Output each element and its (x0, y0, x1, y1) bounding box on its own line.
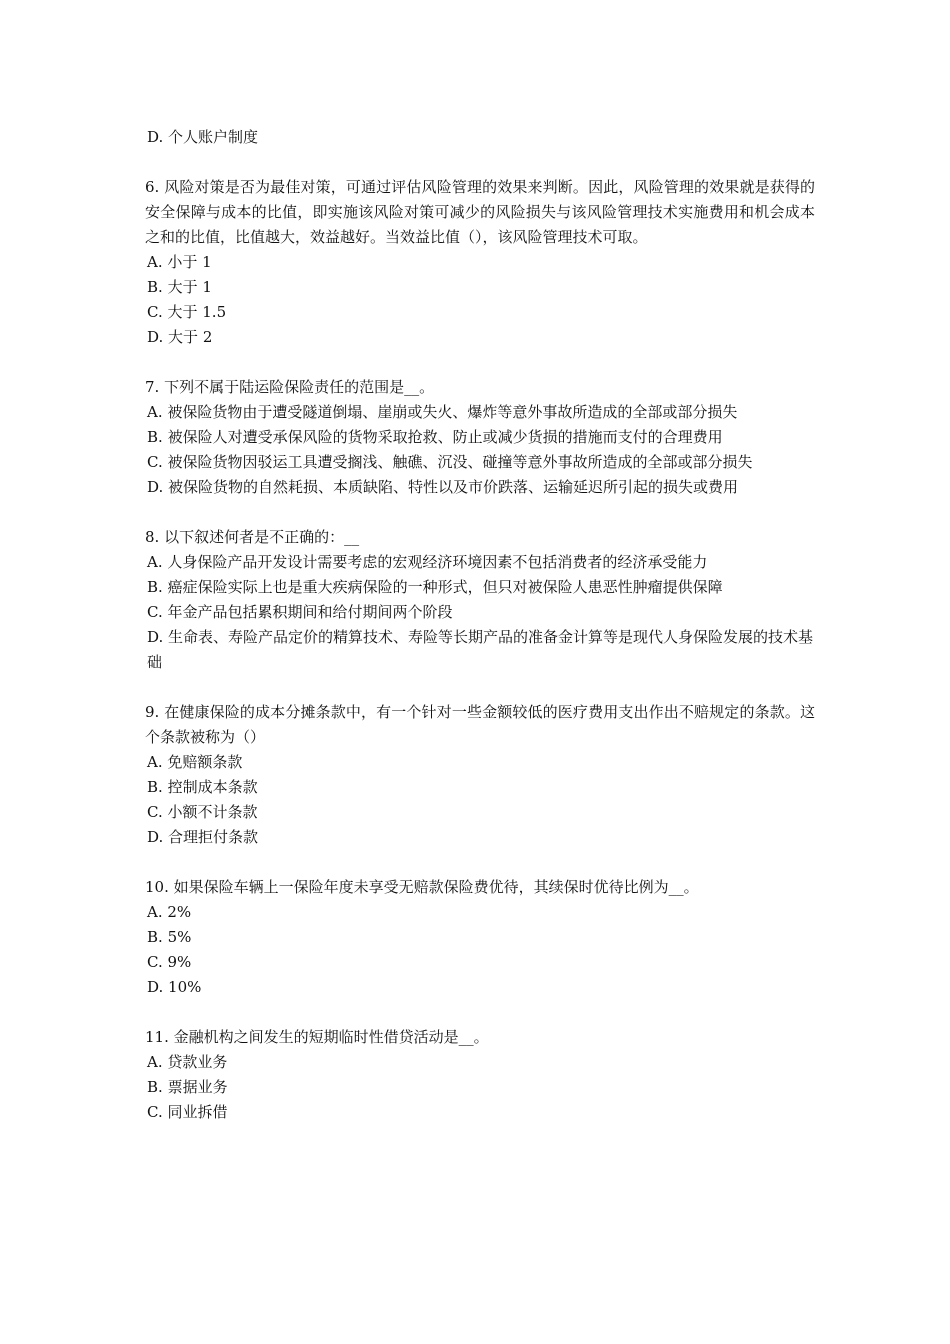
option-letter: B. (147, 278, 163, 296)
option-text: 被保险货物由于遭受隧道倒塌、崖崩或失火、爆炸等意外事故所造成的全部或部分损失 (167, 403, 738, 421)
option-a (145, 900, 815, 925)
option-text: 人身保险产品开发设计需要考虑的宏观经济环境因素不包括消费者的经济承受能力 (167, 553, 708, 571)
question-stem: 10. 如果保险车辆上一保险年度未享受无赔款保险费优待，其续保时优待比例为__。 (145, 878, 699, 896)
option-letter: D. (147, 478, 164, 496)
option-text: 2% (167, 903, 192, 921)
option-letter: D. (147, 828, 164, 846)
option-a (145, 750, 815, 775)
option-letter: B. (147, 778, 163, 796)
option-letter: C. (147, 603, 163, 621)
option-c (145, 800, 815, 825)
option-c (145, 450, 815, 475)
question-11 (145, 1025, 815, 1125)
option-letter: A. (147, 753, 163, 771)
question-stem: 7. 下列不属于陆运险保险责任的范围是__。 (145, 378, 435, 396)
question-10 (145, 875, 815, 1000)
option-d (145, 975, 815, 1000)
option-text: 免赔额条款 (167, 753, 243, 771)
option-a (145, 1050, 815, 1075)
option-letter: C. (147, 953, 163, 971)
option-text: 合理拒付条款 (168, 828, 259, 846)
option-letter: B. (147, 578, 163, 596)
option-letter: B. (147, 428, 163, 446)
option-text: 被保险人对遭受承保风险的货物采取抢救、防止或减少货损的措施而支付的合理费用 (167, 428, 723, 446)
option-d (145, 625, 815, 675)
question-8 (145, 525, 815, 675)
question-stem: 6. 风险对策是否为最佳对策，可通过评估风险管理的效果来判断。因此，风险管理的效果就是获得的安全保障与成本的比值，即实施该风险对策可减少的风险损失与该风险管理技术实施费用和机会成本之和的比值，比值越大，效益越好。当效益比值（），该风险管理技术可取。 (145, 178, 815, 246)
option-text: 大于 2 (168, 328, 213, 346)
option-b (145, 425, 815, 450)
option-text: 贷款业务 (167, 1053, 228, 1071)
option-letter: B. (147, 928, 163, 946)
option-text: 个人账户制度 (168, 128, 259, 146)
question-stem: 11. 金融机构之间发生的短期临时性借贷活动是__。 (145, 1028, 489, 1046)
question-7 (145, 375, 815, 500)
option-letter: B. (147, 1078, 163, 1096)
option-text: 小额不计条款 (167, 803, 258, 821)
option-text: 癌症保险实际上也是重大疾病保险的一种形式，但只对被保险人患恶性肿瘤提供保障 (167, 578, 723, 596)
option-letter: A. (147, 1053, 163, 1071)
option-b (145, 575, 815, 600)
option-letter: A. (147, 553, 163, 571)
option-letter: A. (147, 403, 163, 421)
option-letter: C. (147, 303, 163, 321)
document-page (145, 125, 815, 1125)
option-b (145, 775, 815, 800)
option-a (145, 400, 815, 425)
option-letter: C. (147, 453, 163, 471)
option-text: 被保险货物因驳运工具遭受搁浅、触礁、沉没、碰撞等意外事故所造成的全部或部分损失 (167, 453, 753, 471)
option-d (145, 825, 815, 850)
option-text: 生命表、寿险产品定价的精算技术、寿险等长期产品的准备金计算等是现代人身保险发展的技术基础 (147, 628, 814, 671)
option-a (145, 550, 815, 575)
question-stem: 8. 以下叙述何者是不正确的：__ (145, 528, 360, 546)
option-c (145, 600, 815, 625)
option-letter: D. (147, 328, 164, 346)
option-text: 票据业务 (167, 1078, 228, 1096)
option-letter: D. (147, 978, 164, 996)
option-letter: D. (147, 128, 164, 146)
question-stem: 9. 在健康保险的成本分摊条款中，有一个针对一些金额较低的医疗费用支出作出不赔规定的条款。这个条款被称为（） (145, 703, 815, 746)
question-9 (145, 700, 815, 850)
option-a (145, 250, 815, 275)
option-letter: D. (147, 628, 164, 646)
option-b (145, 925, 815, 950)
option-text: 控制成本条款 (167, 778, 258, 796)
option-d (145, 325, 815, 350)
option-text: 小于 1 (167, 253, 212, 271)
option-text: 10% (168, 978, 202, 996)
lead-option (145, 125, 815, 150)
option-text: 同业拆借 (167, 1103, 228, 1121)
option-text: 5% (167, 928, 192, 946)
option-b (145, 275, 815, 300)
option-c (145, 950, 815, 975)
option-letter: C. (147, 1103, 163, 1121)
option-text: 年金产品包括累积期间和给付期间两个阶段 (167, 603, 453, 621)
question-6 (145, 175, 815, 350)
option-text: 大于 1.5 (167, 303, 227, 321)
option-c (145, 300, 815, 325)
option-letter: A. (147, 253, 163, 271)
option-text: 9% (167, 953, 192, 971)
option-letter: C. (147, 803, 163, 821)
option-c (145, 1100, 815, 1125)
option-b (145, 1075, 815, 1100)
option-letter: A. (147, 903, 163, 921)
option-text: 大于 1 (167, 278, 212, 296)
option-text: 被保险货物的自然耗损、本质缺陷、特性以及市价跌落、运输延迟所引起的损失或费用 (168, 478, 739, 496)
option-d (145, 475, 815, 500)
